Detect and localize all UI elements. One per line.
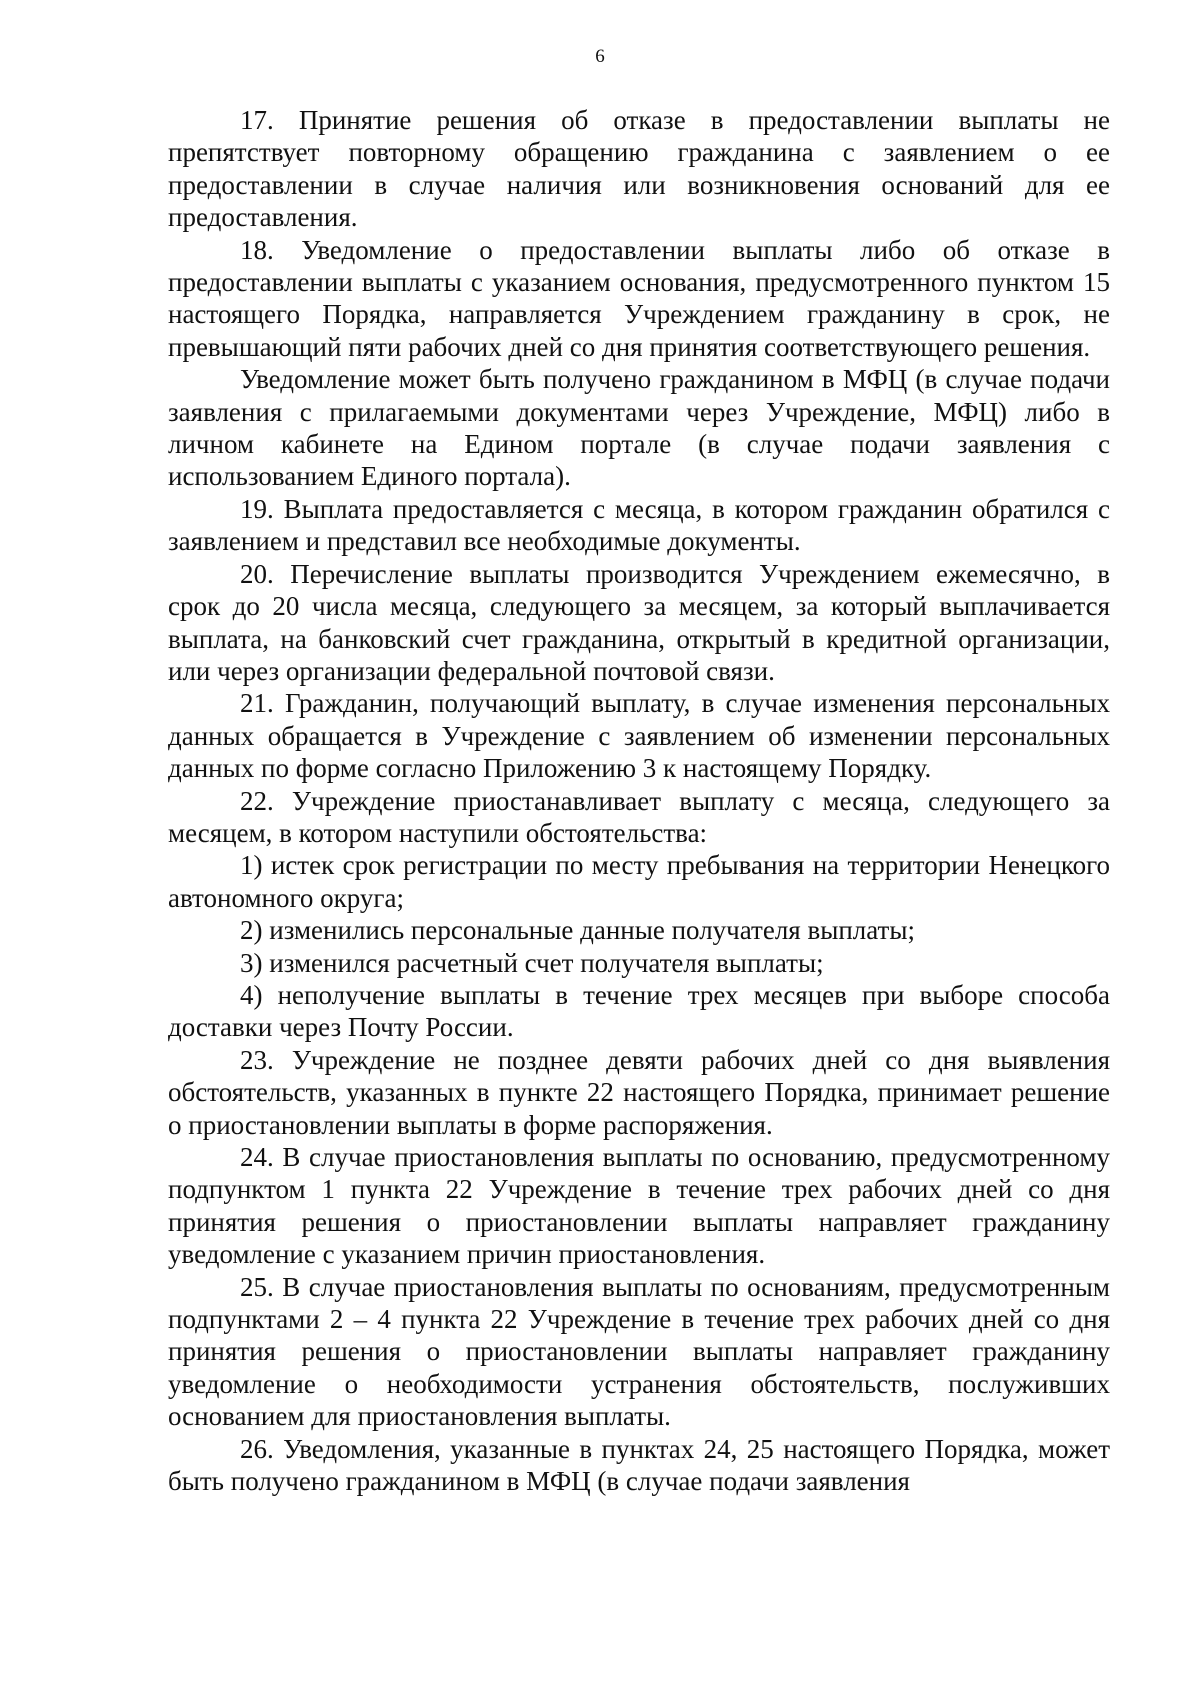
paragraph-18-notice: Уведомление может быть получено гражданином в МФЦ (в случае подачи заявления с прилагаемыми документами через Учреждение, МФЦ) либо в личном кабинете на Едином портале (в случае подачи заявления с использованием Единого портала). <box>168 364 1110 492</box>
paragraph-19: 19. Выплата предоставляется с месяца, в котором гражданин обратился с заявлением и представил все необходимые документы. <box>168 493 1110 557</box>
document-body <box>168 104 1110 1497</box>
paragraph-24: 24. В случае приостановления выплаты по основанию, предусмотренному подпунктом 1 пункта 22 Учреждение в течение трех рабочих дней со дня принятия решения о приостановлении выплаты направляет гражданину уведомление с указанием причин приостановления. <box>168 1142 1110 1270</box>
paragraph-21: 21. Гражданин, получающий выплату, в случае изменения персональных данных обращается в Учреждение с заявлением об изменении персональных данных по форме согласно Приложению 3 к настоящему Порядку. <box>168 688 1110 784</box>
paragraph-22-item-2: 2) изменились персональные данные получателя выплаты; <box>240 915 915 946</box>
paragraph-22-item-4: 4) неполучение выплаты в течение трех месяцев при выборе способа доставки через Почту России. <box>168 979 1110 1043</box>
paragraph-23: 23. Учреждение не позднее девяти рабочих дней со дня выявления обстоятельств, указанных в пункте 22 настоящего Порядка, принимает решение о приостановлении выплаты в форме распоряжения. <box>168 1044 1110 1140</box>
paragraph-22: 22. Учреждение приостанавливает выплату с месяца, следующего за месяцем, в котором наступили обстоятельства: <box>168 785 1110 848</box>
paragraph-25: 25. В случае приостановления выплаты по основаниям, предусмотренным подпунктами 2 – 4 пункта 22 Учреждение в течение трех рабочих дней со дня принятия решения о приостановлении выплаты направляет гражданину уведомление о необходимости устранения обстоятельств, послуживших основанием для приостановления выплаты. <box>168 1271 1110 1432</box>
paragraph-20: 20. Перечисление выплаты производится Учреждением ежемесячно, в срок до 20 числа месяца, следующего за месяцем, за который выплачивается выплата, на банковский счет гражданина, открытый в кредитной организации, или через организации федеральной почтовой связи. <box>168 558 1110 686</box>
paragraph-17: 17. Принятие решения об отказе в предоставлении выплаты не препятствует повторному обращению гражданина с заявлением о ее предоставлении в случае наличия или возникновения оснований для ее предоставления. <box>168 105 1110 233</box>
page-number: 6 <box>595 46 605 67</box>
paragraph-18: 18. Уведомление о предоставлении выплаты либо об отказе в предоставлении выплаты с указанием основания, предусмотренного пунктом 15 настоящего Порядка, направляется Учреждением гражданину в срок, не превышающий пяти рабочих дней со дня принятия соответствующего решения. <box>168 234 1110 362</box>
paragraph-26: 26. Уведомления, указанные в пунктах 24, 25 настоящего Порядка, может быть получено гражданином в МФЦ (в случае подачи заявления <box>168 1433 1110 1497</box>
paragraph-22-item-3: 3) изменился расчетный счет получателя выплаты; <box>240 947 824 978</box>
paragraph-22-item-1: 1) истек срок регистрации по месту пребывания на территории Ненецкого автономного округа; <box>168 850 1110 913</box>
